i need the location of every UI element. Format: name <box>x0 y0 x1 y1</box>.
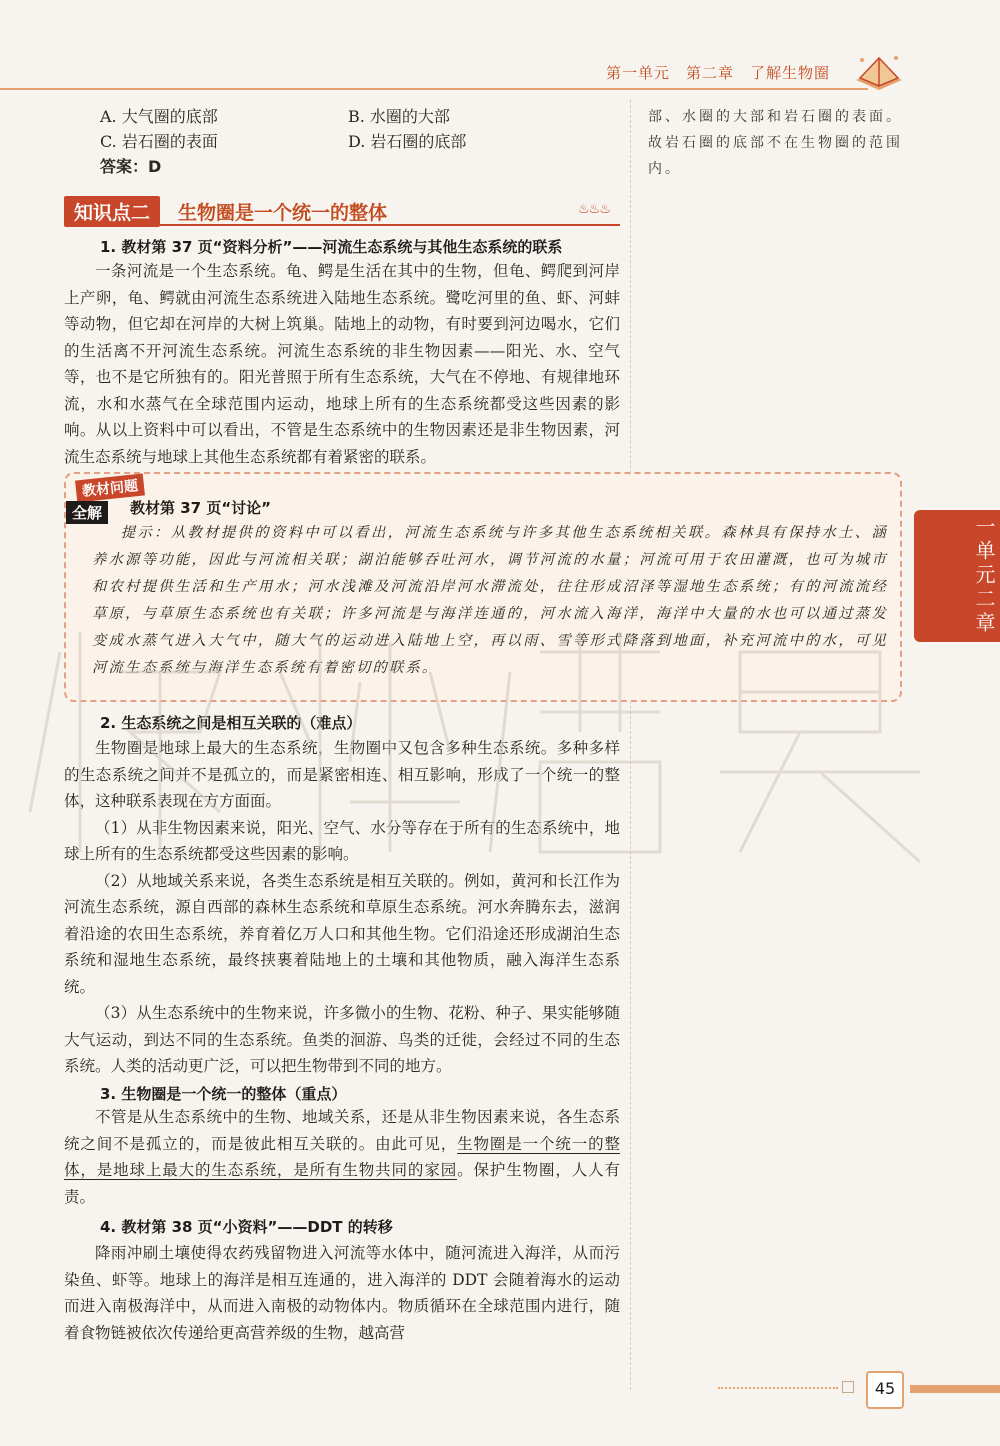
point-4-heading: 4. 教材第 38 页“小资料”——DDT 的转移 <box>100 1218 393 1236</box>
point-3-key-sentence: 生物圈是一个统一的整体，是地球上最大的生态系统，是所有生物共同的家园 <box>64 1134 620 1179</box>
point-1-heading: 1. 教材第 37 页“资料分析”——河流生态系统与其他生态系统的联系 <box>100 238 563 256</box>
point-3-text-after: 。保护生物圈，人人有责。 <box>64 1161 620 1206</box>
discussion-tag-full: 全解 <box>66 501 108 524</box>
point-1-text: 一条河流是一个生态系统。龟、鳄是生活在其中的生物，但龟、鳄爬到河岸上产卵，龟、鳄就由河流生态系统进入陆地生态系统。鹭吃河里的鱼、虾、河蚌等动物，但它却在河岸的大树上筑巢。陆地上的动物，有时要到河边喝水，它们的生活离不开河流生态系统。河流生态系统的非生物因素——阳光、水、空气等，也不是它所独有的。阳光普照于所有生态系统，大气在不停地、有规律地环流，水和水蒸气在全球范围内运动，地球上所有的生态系统都受这些因素的影响。从以上资料中可以看出，不管是生态系统中的生物因素还是非生物因素，河流生态系统与地球上其他生态系统都有着紧密的联系。 <box>64 262 620 466</box>
chapter-edge-tab-label: 一单元二章 <box>972 516 996 636</box>
page-number: 45 <box>866 1371 904 1409</box>
option-a: A. 大气圈的底部 <box>100 107 218 126</box>
point-3-heading: 3. 生物圈是一个统一的整体（重点） <box>100 1085 347 1103</box>
discussion-tag-textbook: 教材问题 <box>75 474 145 503</box>
discussion-text <box>92 520 888 682</box>
point-1-paragraph <box>64 258 620 470</box>
point-4-paragraph <box>64 1240 620 1346</box>
point-3-paragraph <box>64 1104 620 1210</box>
section-heading <box>64 196 387 226</box>
discussion-body: 提示：从教材提供的资料中可以看出，河流生态系统与许多其他生态系统相关联。森林具有保持水土、涵养水源等功能，因此与河流相关联；湖泊能够吞吐河水，调节河流的水量；河流可用于农田灌溉，也可为城市和农村提供生活和生产用水；河水浅滩及河流沿岸河水滞流处，往往形成沼泽等湿地生态系统；有的河流流经草原，与草原生态系统也有关联；许多河流是与海洋连通的，河水流入海洋，海洋中大量的水也可以通过蒸发变成水蒸气进入大气中，随大气的运动进入陆地上空，再以雨、雪等形式降落到地面，补充河流中的水，可见河流生态系统与海洋生态系统有着密切的联系。 <box>92 525 888 676</box>
point-2-text-0: 生物圈是地球上最大的生态系统，生物圈中又包含多种生态系统。多种多样的生态系统之间并不是孤立的，而是紧密相连、相互影响，形成了一个统一的整体，这种联系表现在方方面面。 <box>64 739 620 810</box>
option-b: B. 水圈的大部 <box>348 107 450 126</box>
point-2-text-1: （1）从非生物因素来说，阳光、空气、水分等存在于所有的生态系统中，地球上所有的生态系统都受这些因素的影响。 <box>64 818 620 863</box>
chapter-edge-tab <box>914 510 1000 642</box>
point-2-paragraph <box>64 735 620 1080</box>
point-4-text: 降雨冲刷土壤使得农药残留物进入河流等水体中，随河流进入海洋，从而污染鱼、虾等。地球上的海洋是相互连通的，进入海洋的 DDT 会随着海水的运动而进入南极海洋中，从而进入南极的动物体内。物质循环在全球范围内进行，随着食物链被依次传递给更高营养级的生物，越高营 <box>64 1244 620 1342</box>
section-title: 生物圈是一个统一的整体 <box>178 201 388 224</box>
footer-square <box>842 1381 854 1393</box>
option-c: C. 岩石圈的表面 <box>100 132 218 151</box>
footer-bar <box>910 1385 1000 1393</box>
section-underline <box>64 224 620 226</box>
discussion-title: 教材第 37 页“讨论” <box>130 499 272 517</box>
option-d: D. 岩石圈的底部 <box>348 132 467 151</box>
side-note: 部、水圈的大部和岩石圈的表面。故岩石圈的底部不在生物圈的范围内。 <box>648 109 903 177</box>
section-badge: 知识点二 <box>64 196 160 227</box>
difficulty-flames-icon: ♨♨♨ <box>578 202 610 217</box>
column-divider <box>630 100 632 1390</box>
book-icon <box>850 50 908 92</box>
footer-dots <box>718 1387 838 1389</box>
point-2-text-2: （2）从地域关系来说，各类生态系统是相互关联的。例如，黄河和长江作为河流生态系统，源自西部的森林生态系统和草原生态系统。河水奔腾东去，滋润着沿途的农田生态系统，养育着亿万人口和其他生物。它们沿途还形成湖泊生态系统和湿地生态系统，最终挟裹着陆地上的土壤和其他物质，融入海洋生态系统。 <box>64 871 620 996</box>
answer: 答案：D <box>100 157 162 176</box>
point-2-heading: 2. 生态系统之间是相互关联的（难点） <box>100 714 362 732</box>
header-rule <box>0 88 868 90</box>
point-3-text-before: 不管是从生态系统中的生物、地域关系，还是从非生物因素来说，各生态系统之间不是孤立的，而是彼此相互关联的。由此可见， <box>64 1108 620 1153</box>
header-breadcrumb: 第一单元 第二章 了解生物圈 <box>606 64 831 82</box>
point-2-text-3: （3）从生态系统中的生物来说，许多微小的生物、花粉、种子、果实能够随大气运动，到达不同的生态系统。鱼类的洄游、鸟类的迁徙，会经过不同的生态系统。人类的活动更广泛，可以把生物带到不同的地方。 <box>64 1004 620 1075</box>
